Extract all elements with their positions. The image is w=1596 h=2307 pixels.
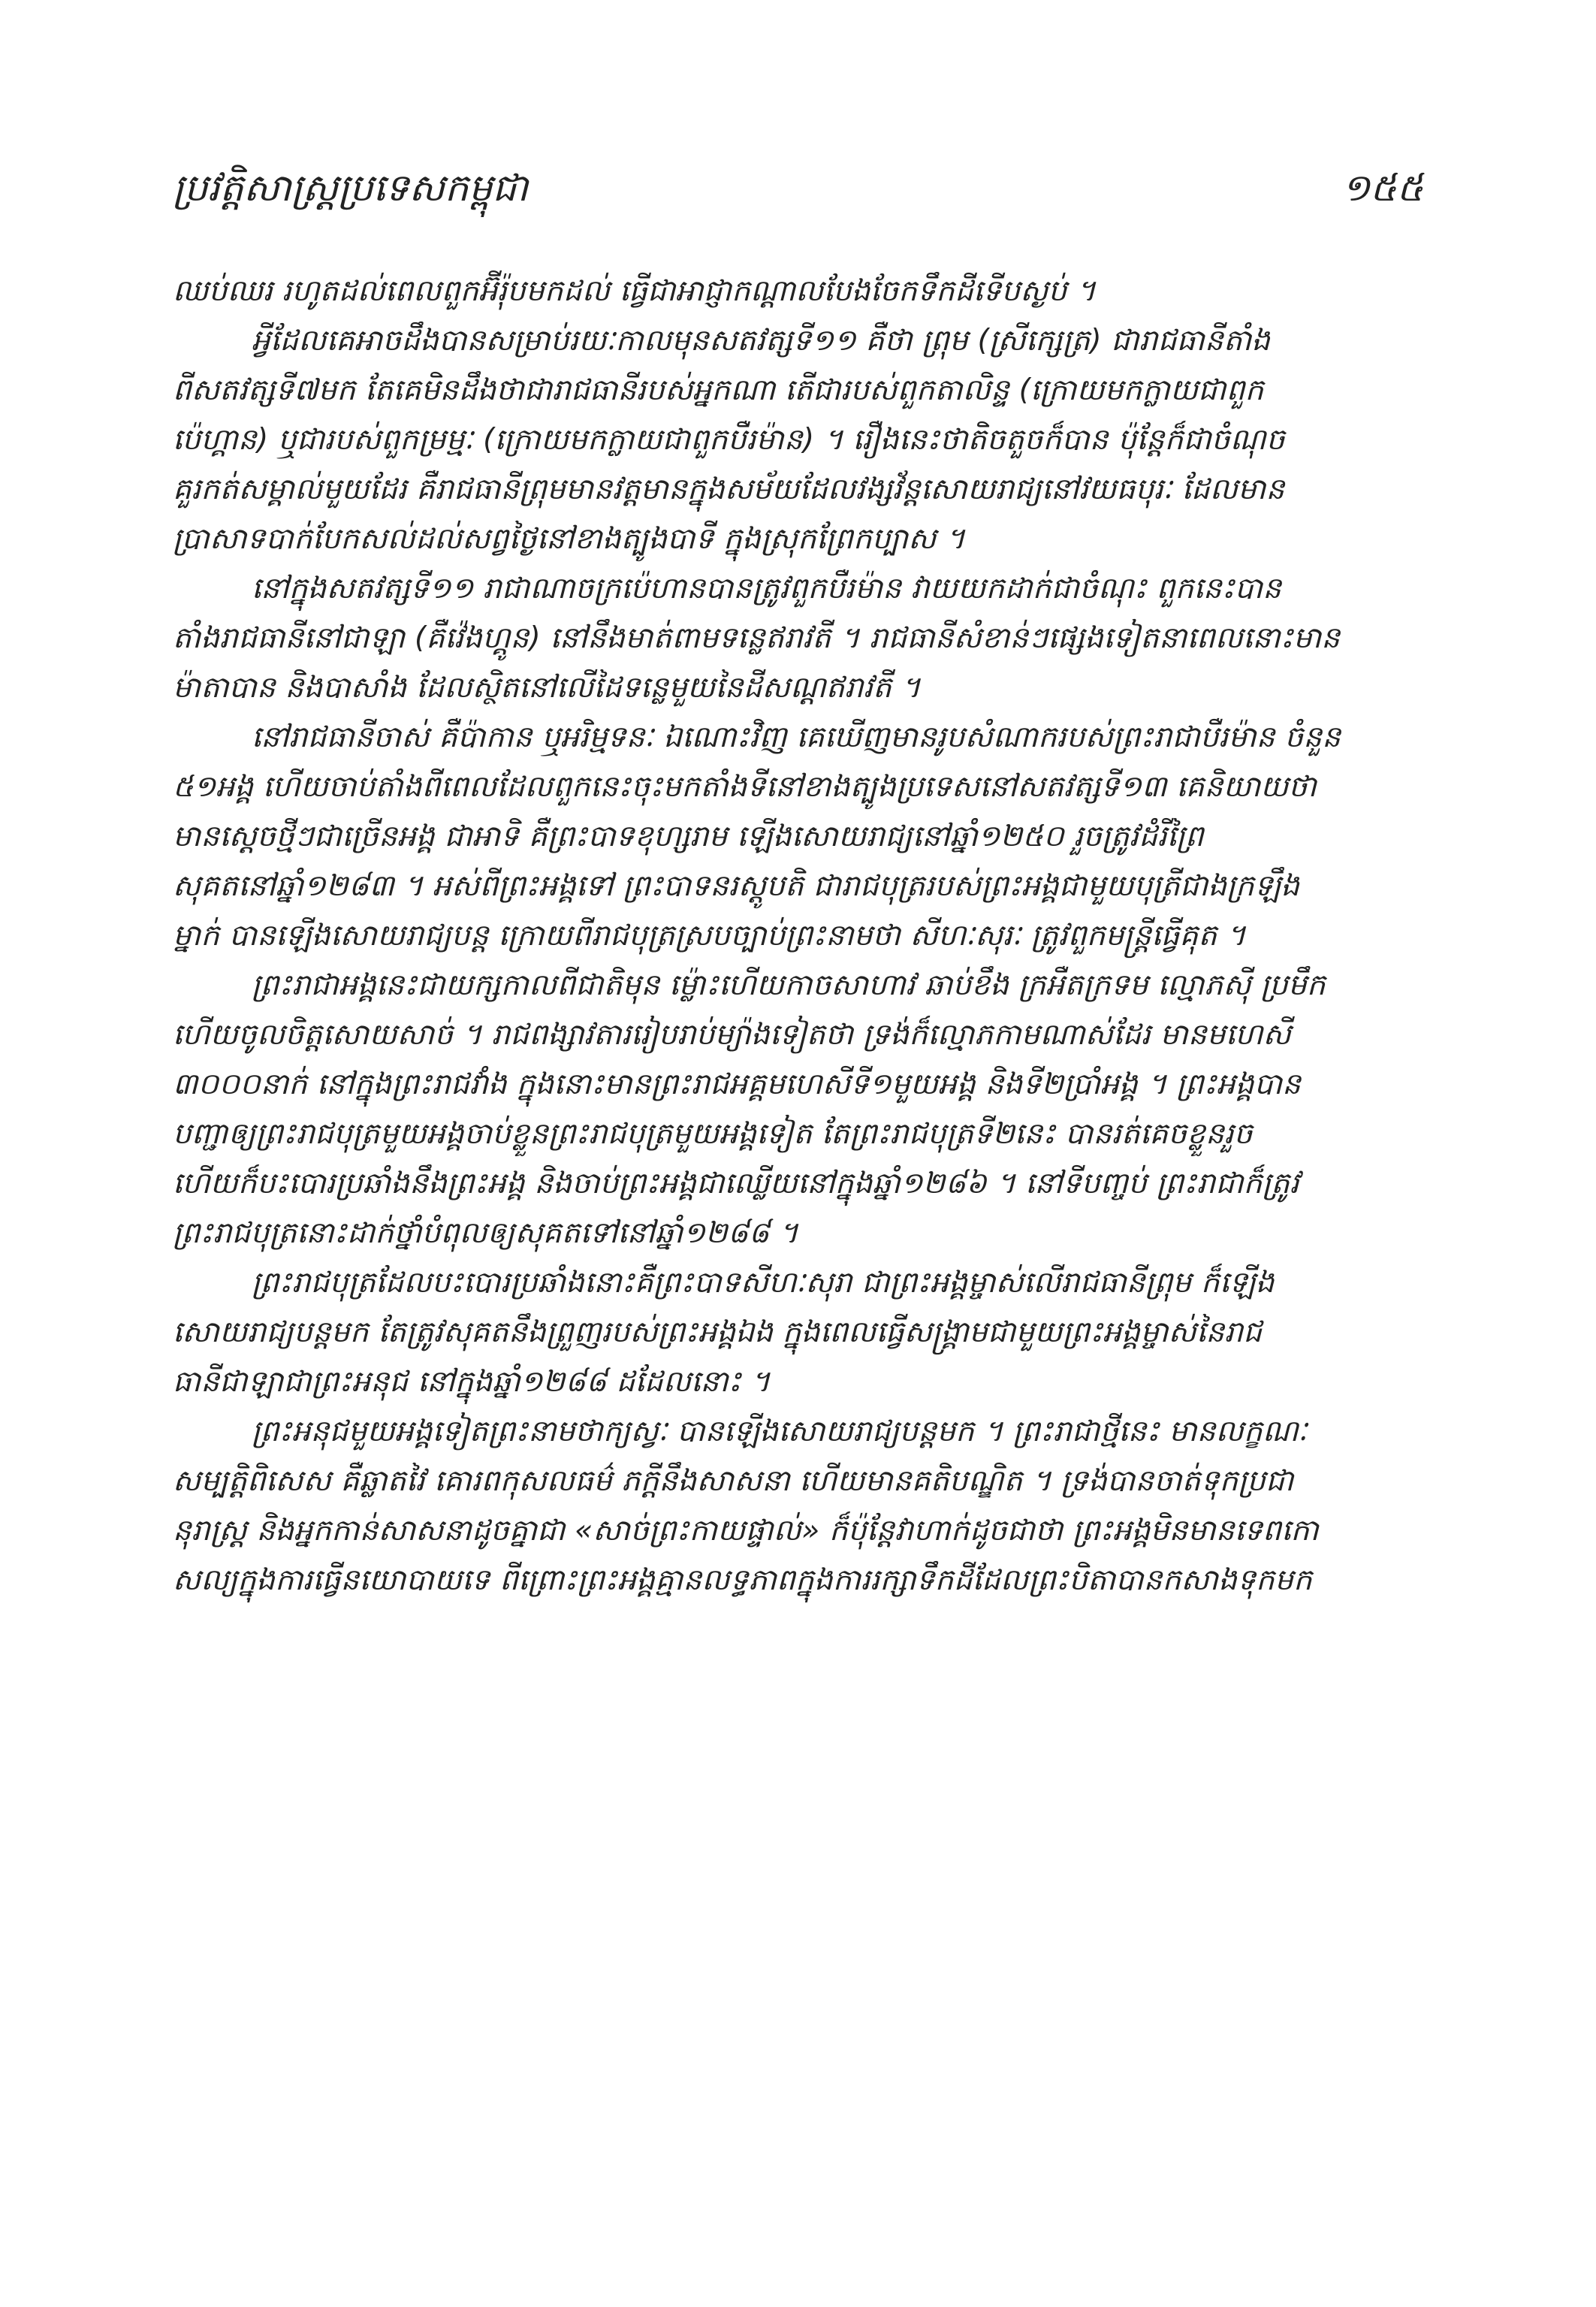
text-line: ៣០០០នាក់ នៅក្នុងព្រះរាជវាំង ក្នុងនោះមានព្រះរាជអគ្គមហេសីទី១មួយអង្គ និងទី២ប្រាំអង្គ ។ ព្រះអង្គបាន [173,1067,1302,1101]
text-line: សោយរាជ្យបន្តមក តែត្រូវសុគតនឹងព្រួញរបស់ព្រះអង្គឯង ក្នុងពេលធ្វើសង្គ្រាមជាមួយព្រះអង្គម្ចាស់នៃរាជ [173,1315,1263,1349]
paragraph-first-line: ព្រះរាជបុត្រដែលបះបោរប្រឆាំងនោះគឺព្រះបាទសីហៈសុរា ជាព្រះអង្គម្ចាស់លើរាជធានីព្រុម ក៏ឡើង [252,1266,1275,1300]
text-line: ព្រះរាជបុត្រនោះដាក់ថ្នាំបំពុលឲ្យសុគតទៅនៅឆ្នាំ១២៨៨ ។ [173,1216,799,1250]
text-line: ប៉េហ្គាន) ឬជារបស់ពួកម្រម្មៈ (ក្រោយមកក្លាយជាពួកបឺរម៉ាន) ។ រឿងនេះថាតិចតួចក៏បាន ប៉ុន្តែក៏ជាចំណុច [173,423,1285,457]
text-line: ហើយចូលចិត្តសោយសាច់ ។ រាជពង្សាវតាររៀបរាប់ម្យ៉ាងទៀតថា ទ្រង់ក៏ល្មោភកាមណាស់ដែរ មានមហេសី [173,1018,1291,1052]
text-line: សុគតនៅឆ្នាំ១២៨៣ ។ អស់ពីព្រះអង្គទៅ ព្រះបាទនរស្តូបតិ ជារាជបុត្ររបស់ព្រះអង្គជាមួយបុត្រីជាងក្រឡឹង [173,869,1300,903]
paragraph-first-line: អ្វីដែលគេអាចដឹងបានសម្រាប់រយៈកាលមុនសតវត្សទី១១ គឺថា ព្រុម (ស្រីក្សេត្រ) ជារាជធានីតាំង [252,324,1271,358]
text-line: សម្បត្តិពិសេស គឺឆ្លាតវៃ គោរពកុសលធម៌ ភក្ដីនឹងសាសនា ហើយមានគតិបណ្ឌិត ។ ទ្រង់បានចាត់ទុកប្រជា [173,1464,1294,1498]
text-line: មានស្ដេចថ្មីៗជាច្រើនអង្គ ជាអាទិ គឺព្រះបាទខុហ្សរាម ឡើងសោយរាជ្យនៅឆ្នាំ១២៥០ រួចត្រូវដំរីព្រៃ [173,820,1204,853]
paragraph-first-line: ព្រះអនុជមួយអង្គទៀតព្រះនាមថាក្យស្វៈ បានឡើងសោយរាជ្យបន្តមក ។ ព្រះរាជាថ្មីនេះ មានលក្ខណៈ [252,1415,1308,1448]
text-line: បញ្ជាឲ្យព្រះរាជបុត្រមួយអង្គចាប់ខ្លួនព្រះរាជបុត្រមួយអង្គទៀត តែព្រះរាជបុត្រទី២នេះ បានរត់គេចខ្លួនរួច [173,1117,1253,1151]
text-line: ធានីជាឡាជាព្រះអនុជ នៅក្នុងឆ្នាំ១២៨៨ ដដែលនោះ ។ [173,1365,771,1399]
text-line: គួរកត់សម្គាល់មួយដែរ គឺរាជធានីព្រុមមានវត្តមានក្នុងសម័យដែលវង្សវ័ន្តសោយរាជ្យនៅវយធបុរៈ ដែលមាន [173,473,1285,506]
text-line: ឈប់ឈរ រហូតដល់ពេលពួកអ៊ីរ៉ុបមកដល់ ធ្វើជាអាជ្ញាកណ្ដាលបែងចែកទឹកដីទើបស្ងប់ ។ [173,274,1097,308]
text-line: ប្រាសាទបាក់បែកសល់ដល់សព្វថ្ងៃនៅខាងត្បូងបាទី ក្នុងស្រុកព្រែកប្បាស ។ [173,522,966,556]
text-line: នុរាស្ត្រ និងអ្នកកាន់សាសនាដូចគ្នាជា «សាច់ព្រះកាយផ្ទាល់» ក៏ប៉ុន្តែវាហាក់ដូចជាថា ព្រះអង្គមិនមានទេពកោ [173,1514,1319,1548]
text-line: ម៉ាតាបាន និងបាសាំង ដែលស្ថិតនៅលើដៃទន្លេមួយនៃដីសណ្ដឥរាវតី ។ [173,671,921,705]
paragraph-first-line: នៅរាជធានីចាស់ គឺប៉ាកាន ឬអរិម្មទនៈ ឯណោះវិញ គេឃើញមានរូបសំណាករបស់ព្រះរាជាបឺរម៉ាន ចំនួន [252,720,1341,754]
text-line: ពីសតវត្សទី៧មក តែគេមិនដឹងថាជារាជធានីរបស់អ្នកណា តើជារបស់ពួកតាលិន្ទ (ក្រោយមកក្លាយជាពួក [173,373,1264,407]
paragraph-first-line: ព្រះរាជាអង្គនេះជាយក្សកាលពីជាតិមុន ម៉្លោះហើយកាចសាហាវ ឆាប់ខឹង ក្រអឺតក្រទម ល្មោភស៊ី ប្រមឹក [252,968,1326,1002]
text-line: ហើយក៏បះបោរប្រឆាំងនឹងព្រះអង្គ និងចាប់ព្រះអង្គជាឈ្លើយនៅក្នុងឆ្នាំ១២៨៦ ។ នៅទីបញ្ចប់ ព្រះរាជាក៏ត្រូវ [173,1167,1299,1200]
paragraph-first-line: នៅក្នុងសតវត្សទី១១ រាជាណាចក្រប៉េហានបានត្រូវពួកបឺរម៉ាន វាយយកដាក់ជាចំណុះ ពួកនេះបាន [252,572,1282,605]
text-line: ៥១អង្គ ហើយចាប់តាំងពីពេលដែលពួកនេះចុះមកតាំងទីនៅខាងត្បូងប្រទេសនៅសតវត្សទី១៣ គេនិយាយថា [173,770,1317,804]
body-text [173,267,1423,2182]
book-title: ប្រវត្តិសាស្ត្រប្រទេសកម្ពុជា [173,166,529,210]
text-line: សល្យក្នុងការធ្វើនយោបាយទេ ពីព្រោះព្រះអង្គគ្មានលទ្ធភាពក្នុងការរក្សាទឹកដីដែលព្រះបិតាបានកសាងទុកមក [173,1563,1313,1597]
page-number: ១៥៥ [1341,166,1423,210]
running-header [173,154,1423,222]
text-line: តាំងរាជធានីនៅជាឡា (គឺវ៉េងហ្គូន) នៅនឹងមាត់ពាមទន្លេឥរាវតី ។ រាជធានីសំខាន់ៗផ្សេងទៀតនាពេលនោះមាន [173,621,1341,655]
text-line: ម្នាក់ បានឡើងសោយរាជ្យបន្ត ក្រោយពីរាជបុត្រស្របច្បាប់ព្រះនាមថា សីហៈសុរៈ ត្រូវពួកមន្ត្រីធ្វើគុត ។ [173,919,1246,953]
